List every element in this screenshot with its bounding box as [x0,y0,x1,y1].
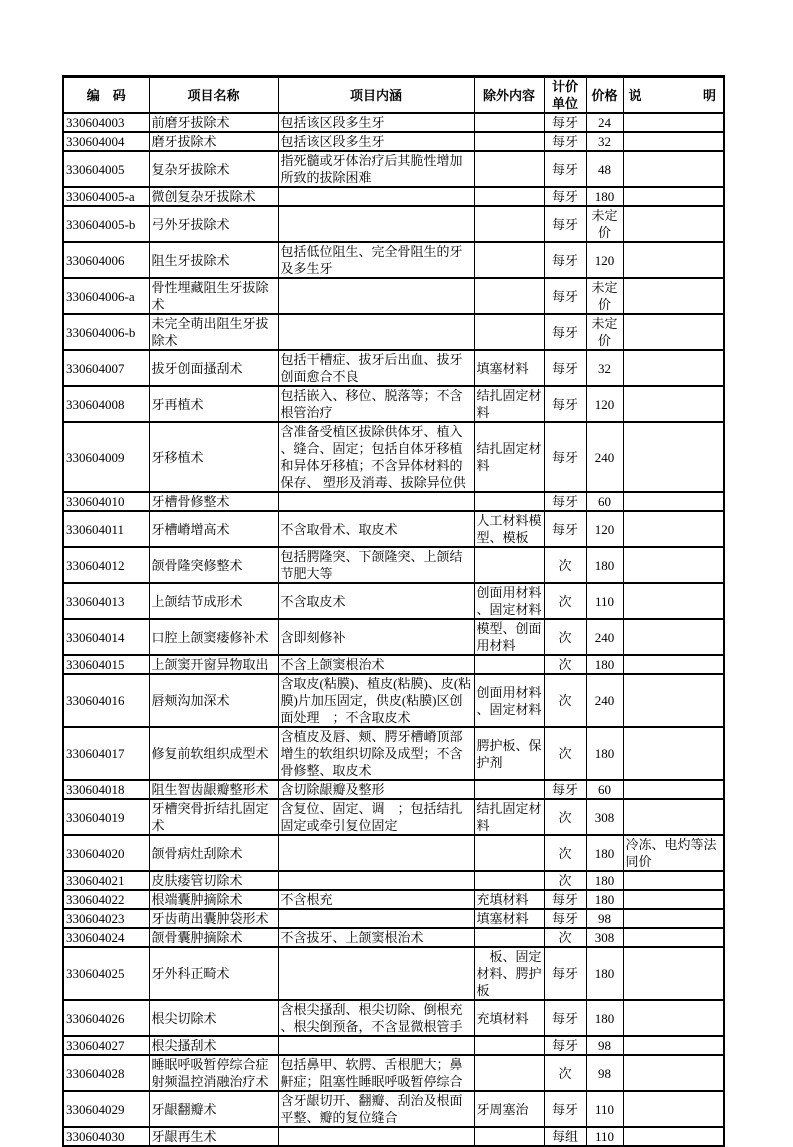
cell-name: 未完全萌出阻生牙拔除术 [149,314,278,350]
cell-note [623,928,724,947]
cell-price: 180 [586,835,623,871]
cell-unit: 次 [544,547,586,583]
cell-code: 330604007 [63,350,149,386]
table-row [63,727,724,780]
cell-note [623,727,724,780]
cell-content: 不含根充 [278,890,474,909]
cell-content: 不含上颌窦根治术 [278,655,474,674]
cell-code: 330604006-b [63,314,149,350]
cell-excluded [474,871,544,890]
table-row [63,909,724,928]
table-row [63,511,724,547]
cell-name: 修复前软组织成型术 [149,727,278,780]
cell-excluded: 结扎固定材料 [474,386,544,422]
header-note [623,77,724,114]
cell-price: 32 [586,350,623,386]
cell-name: 阻生智齿龈瓣整形术 [149,780,278,799]
cell-unit: 次 [544,835,586,871]
cell-note [623,909,724,928]
cell-unit: 每牙 [544,1036,586,1055]
cell-price: 60 [586,492,623,511]
cell-name: 牙槽嵴增高术 [149,511,278,547]
cell-note [623,187,724,206]
cell-note [623,890,724,909]
cell-excluded: 填塞材料 [474,350,544,386]
cell-unit: 次 [544,799,586,835]
cell-excluded [474,1127,544,1146]
cell-name: 复杂牙拔除术 [149,151,278,187]
cell-name: 根尖搔刮术 [149,1036,278,1055]
table-header [63,77,724,114]
cell-content [278,492,474,511]
cell-unit: 次 [544,928,586,947]
cell-content: 含复位、固定、调 ；包括结扎固定或牵引复位固定 [278,799,474,835]
cell-excluded [474,278,544,314]
cell-note [623,780,724,799]
cell-content [278,835,474,871]
cell-content: 含准备受植区拔除供体牙、植入、缝合、固定；包括自体牙移植和异体牙移植；不含异体材料的保存、 塑形及消毒、拔除异位供 [278,422,474,492]
cell-excluded: 创面用材料、固定材料 [474,674,544,727]
cell-code: 330604011 [63,511,149,547]
cell-unit: 每牙 [544,780,586,799]
cell-excluded [474,928,544,947]
cell-note [623,350,724,386]
cell-note [623,1036,724,1055]
cell-name: 牙再植术 [149,386,278,422]
cell-note [623,799,724,835]
cell-note [623,1000,724,1036]
cell-note [623,422,724,492]
cell-unit: 每牙 [544,492,586,511]
table-body [63,113,724,1146]
cell-content: 包括干槽症、拔牙后出血、拔牙创面愈合不良 [278,350,474,386]
cell-unit: 每牙 [544,386,586,422]
cell-code: 330604010 [63,492,149,511]
header-excluded: 除外内容 [474,77,544,114]
cell-name: 颌骨隆突修整术 [149,547,278,583]
header-code: 编 码 [63,77,149,114]
cell-content [278,187,474,206]
cell-unit: 每牙 [544,947,586,1000]
table-row [63,1091,724,1127]
cell-content: 包括腭隆突、下颌隆突、上颌结节肥大等 [278,547,474,583]
cell-price: 110 [586,583,623,619]
cell-code: 330604023 [63,909,149,928]
cell-name: 上颌窦开窗异物取出 [149,655,278,674]
cell-content [278,314,474,350]
header-name: 项目名称 [149,77,278,114]
cell-code: 330604003 [63,113,149,132]
cell-unit: 次 [544,655,586,674]
cell-name: 颌骨病灶刮除术 [149,835,278,871]
cell-excluded [474,187,544,206]
cell-code: 330604004 [63,132,149,151]
cell-unit: 每牙 [544,314,586,350]
header-note-right: 明 [702,87,716,103]
cell-unit: 每牙 [544,350,586,386]
cell-code: 330604024 [63,928,149,947]
cell-note [623,151,724,187]
table-row [63,1036,724,1055]
cell-content: 包括低位阻生、完全骨阻生的牙及多生牙 [278,242,474,278]
cell-excluded [474,151,544,187]
cell-note [623,619,724,655]
cell-content: 含植皮及唇、颊、腭牙槽嵴顶部增生的软组织切除及成型；不含骨修整、取皮术 [278,727,474,780]
cell-note [623,947,724,1000]
cell-unit: 每牙 [544,132,586,151]
cell-name: 根端囊肿摘除术 [149,890,278,909]
cell-price: 未定价 [586,278,623,314]
cell-price: 180 [586,547,623,583]
cell-unit: 每牙 [544,422,586,492]
cell-unit: 每牙 [544,151,586,187]
cell-excluded [474,314,544,350]
cell-code: 330604017 [63,727,149,780]
table-row [63,151,724,187]
cell-note [623,655,724,674]
cell-content: 不含拔牙、上颌窦根治术 [278,928,474,947]
cell-excluded [474,780,544,799]
cell-code: 330604012 [63,547,149,583]
cell-price: 180 [586,871,623,890]
cell-unit: 每牙 [544,511,586,547]
cell-code: 330604021 [63,871,149,890]
header-note-left: 说 [628,87,642,103]
cell-unit: 每牙 [544,278,586,314]
table-row [63,113,724,132]
cell-price: 32 [586,132,623,151]
cell-name: 拔牙创面搔刮术 [149,350,278,386]
cell-excluded: 充填材料 [474,1000,544,1036]
cell-note [623,206,724,242]
cell-unit: 每牙 [544,909,586,928]
table-row [63,422,724,492]
cell-excluded [474,492,544,511]
cell-price: 240 [586,422,623,492]
cell-name: 牙龈再生术 [149,1127,278,1146]
cell-code: 330604030 [63,1127,149,1146]
cell-code: 330604022 [63,890,149,909]
cell-note [623,242,724,278]
cell-name: 根尖切除术 [149,1000,278,1036]
table-row [63,350,724,386]
cell-excluded [474,835,544,871]
table-row [63,1055,724,1091]
cell-price: 180 [586,1000,623,1036]
cell-content: 含即刻修补 [278,619,474,655]
cell-name: 骨性埋藏阻生牙拔除术 [149,278,278,314]
table-row [63,132,724,151]
cell-price: 120 [586,242,623,278]
cell-excluded: 模型、创面用材料 [474,619,544,655]
cell-name: 牙移植术 [149,422,278,492]
cell-price: 180 [586,655,623,674]
table-row [63,583,724,619]
cell-note [623,674,724,727]
table-row [63,1127,724,1146]
table-row [63,386,724,422]
cell-price: 24 [586,113,623,132]
cell-excluded [474,1036,544,1055]
cell-excluded: 人工材料模型、模板 [474,511,544,547]
cell-price: 98 [586,1055,623,1091]
cell-note [623,1127,724,1146]
cell-unit: 每牙 [544,242,586,278]
cell-price: 308 [586,799,623,835]
cell-price: 98 [586,1036,623,1055]
cell-name: 上颌结节成形术 [149,583,278,619]
cell-excluded: 充填材料 [474,890,544,909]
cell-price: 180 [586,890,623,909]
table-row [63,799,724,835]
cell-unit: 次 [544,674,586,727]
cell-excluded [474,206,544,242]
cell-code: 330604018 [63,780,149,799]
table-row [63,187,724,206]
cell-excluded: 结扎固定材料 [474,799,544,835]
cell-name: 阻生牙拔除术 [149,242,278,278]
cell-name: 牙龈翻瓣术 [149,1091,278,1127]
cell-content: 含牙龈切开、翻瓣、刮治及根面平整、瓣的复位缝合 [278,1091,474,1127]
cell-unit: 每牙 [544,206,586,242]
cell-content: 含根尖搔刮、根尖切除、倒根充、根尖倒预备，不含显微根管手 [278,1000,474,1036]
cell-note [623,871,724,890]
cell-price: 120 [586,386,623,422]
cell-unit: 次 [544,1055,586,1091]
cell-name: 微创复杂牙拔除术 [149,187,278,206]
cell-note [623,132,724,151]
table-row [63,871,724,890]
cell-note [623,278,724,314]
cell-excluded: 腭护板、保护剂 [474,727,544,780]
cell-unit: 每牙 [544,1091,586,1127]
cell-content [278,1036,474,1055]
cell-code: 330604005 [63,151,149,187]
cell-excluded [474,547,544,583]
table-row [63,547,724,583]
cell-excluded: 板、固定材料、腭护板 [474,947,544,1000]
table-row [63,1000,724,1036]
cell-excluded [474,1055,544,1091]
cell-content: 不含取骨术、取皮术 [278,511,474,547]
cell-price: 180 [586,727,623,780]
table-row [63,674,724,727]
cell-code: 330604015 [63,655,149,674]
cell-name: 口腔上颌窦瘘修补术 [149,619,278,655]
header-content: 项目内涵 [278,77,474,114]
table-row [63,890,724,909]
cell-content: 含切除龈瓣及整形 [278,780,474,799]
cell-content: 包括该区段多生牙 [278,132,474,151]
cell-content: 指死髓或牙体治疗后其脆性增加所致的拔除困难 [278,151,474,187]
cell-excluded [474,132,544,151]
table-row [63,278,724,314]
cell-code: 330604020 [63,835,149,871]
cell-excluded: 结扎固定材料 [474,422,544,492]
cell-unit: 每牙 [544,113,586,132]
cell-name: 牙槽突骨折结扎固定术 [149,799,278,835]
cell-code: 330604014 [63,619,149,655]
cell-code: 330604013 [63,583,149,619]
cell-name: 弓外牙拔除术 [149,206,278,242]
cell-excluded [474,655,544,674]
cell-note [623,1055,724,1091]
table-row [63,619,724,655]
cell-price: 60 [586,780,623,799]
table-row [63,835,724,871]
cell-price: 110 [586,1091,623,1127]
cell-code: 330604016 [63,674,149,727]
cell-note [623,583,724,619]
table-row [63,780,724,799]
cell-unit: 每牙 [544,890,586,909]
cell-excluded: 创面用材料、固定材料 [474,583,544,619]
cell-code: 330604026 [63,1000,149,1036]
table-row [63,655,724,674]
cell-excluded: 牙周塞治 [474,1091,544,1127]
cell-name: 牙外科正畸术 [149,947,278,1000]
header-price: 价格 [586,77,623,114]
table-row [63,947,724,1000]
cell-name: 磨牙拔除术 [149,132,278,151]
cell-price: 240 [586,674,623,727]
table-row [63,492,724,511]
cell-name: 睡眠呼吸暂停综合症射频温控消融治疗术 [149,1055,278,1091]
cell-price: 180 [586,187,623,206]
cell-unit: 次 [544,583,586,619]
cell-note [623,314,724,350]
cell-note [623,386,724,422]
header-row [63,77,724,114]
cell-name: 唇颊沟加深术 [149,674,278,727]
cell-content [278,206,474,242]
cell-content: 含取皮(粘膜)、植皮(粘膜)、皮(粘膜)片加压固定，供皮(粘膜)区创面处理 ；不含取皮术 [278,674,474,727]
cell-price: 110 [586,1127,623,1146]
cell-code: 330604008 [63,386,149,422]
table-row [63,314,724,350]
table-row [63,242,724,278]
cell-note [623,1091,724,1127]
cell-unit: 每牙 [544,187,586,206]
cell-content [278,278,474,314]
cell-code: 330604019 [63,799,149,835]
table-row [63,928,724,947]
cell-content: 包括鼻甲、软腭、舌根肥大；鼻鼾症；阻塞性睡眠呼吸暂停综合 [278,1055,474,1091]
cell-excluded [474,242,544,278]
cell-code: 330604029 [63,1091,149,1127]
cell-note [623,492,724,511]
header-unit: 计价单位 [544,77,586,114]
cell-price: 未定价 [586,314,623,350]
table-row [63,206,724,242]
cell-note [623,511,724,547]
cell-content: 包括嵌入、移位、脱落等；不含根管治疗 [278,386,474,422]
cell-price: 未定价 [586,206,623,242]
cell-excluded: 填塞材料 [474,909,544,928]
cell-name: 颌骨囊肿摘除术 [149,928,278,947]
cell-excluded [474,113,544,132]
cell-unit: 每牙 [544,1000,586,1036]
cell-price: 48 [586,151,623,187]
cell-code: 330604009 [63,422,149,492]
cell-price: 120 [586,511,623,547]
cell-content [278,871,474,890]
cell-code: 330604025 [63,947,149,1000]
cell-code: 330604005-b [63,206,149,242]
price-table [62,75,725,1147]
cell-content [278,947,474,1000]
cell-unit: 次 [544,871,586,890]
price-table-container [62,75,725,1147]
cell-note [623,113,724,132]
cell-name: 牙齿萌出囊肿袋形术 [149,909,278,928]
cell-code: 330604005-a [63,187,149,206]
cell-unit: 每组 [544,1127,586,1146]
cell-code: 330604006 [63,242,149,278]
cell-content [278,1127,474,1146]
cell-name: 前磨牙拔除术 [149,113,278,132]
header-note-justified [626,87,722,104]
cell-note [623,547,724,583]
cell-note: 冷冻、电灼等法同价 [623,835,724,871]
cell-price: 180 [586,947,623,1000]
cell-unit: 次 [544,619,586,655]
cell-unit: 次 [544,727,586,780]
cell-content [278,909,474,928]
cell-price: 240 [586,619,623,655]
cell-code: 330604006-a [63,278,149,314]
cell-content: 包括该区段多生牙 [278,113,474,132]
cell-price: 308 [586,928,623,947]
cell-content: 不含取皮术 [278,583,474,619]
cell-code: 330604027 [63,1036,149,1055]
cell-name: 皮肤瘘管切除术 [149,871,278,890]
cell-code: 330604028 [63,1055,149,1091]
cell-name: 牙槽骨修整术 [149,492,278,511]
cell-price: 98 [586,909,623,928]
